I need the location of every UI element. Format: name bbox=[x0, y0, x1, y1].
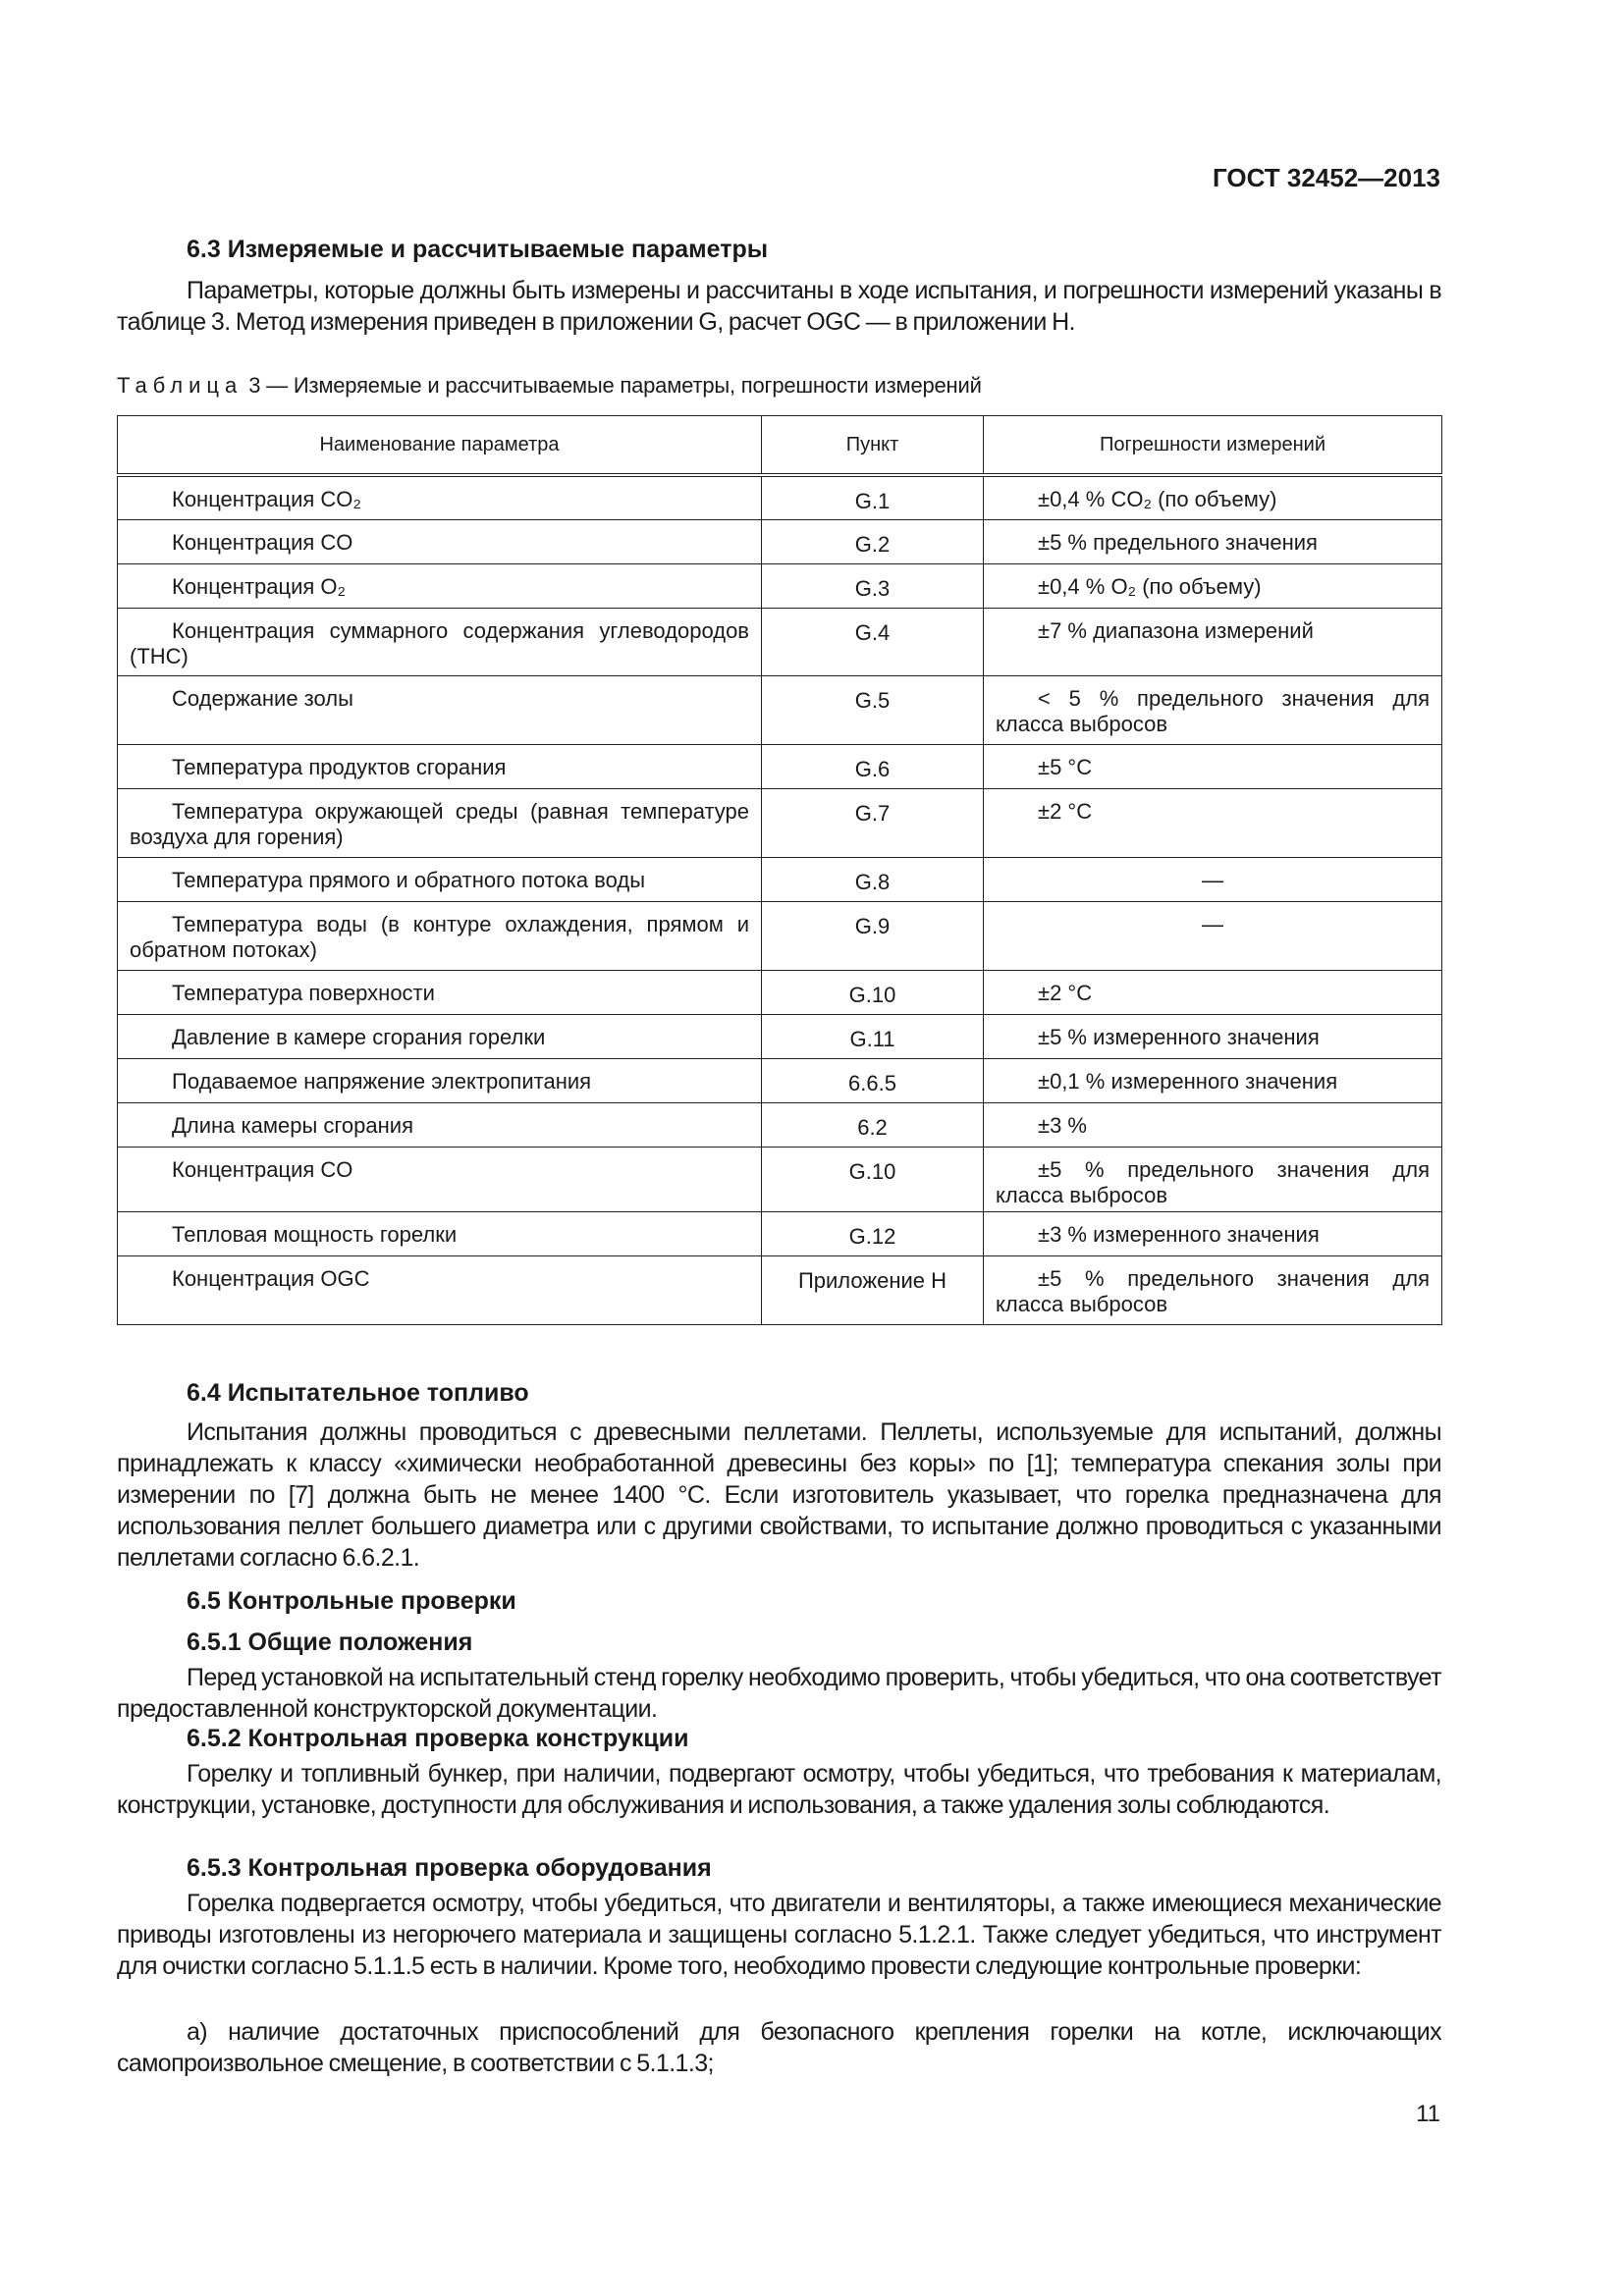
param-error: ±5 % предельного значения для класса выбросов bbox=[984, 1147, 1442, 1211]
table-row bbox=[118, 563, 1442, 608]
param-ref: G.2 bbox=[762, 519, 984, 563]
param-error: ±3 % bbox=[984, 1102, 1442, 1147]
table-row bbox=[118, 1147, 1442, 1211]
table-caption-text: 3 — Измеряемые и рассчитываемые параметры, погрешности измерений bbox=[248, 373, 982, 398]
page-number: 11 bbox=[1416, 2101, 1440, 2127]
parameters-table bbox=[117, 415, 1442, 1325]
param-name: Температура поверхности bbox=[118, 970, 762, 1014]
table-row bbox=[118, 857, 1442, 901]
section-6-4-text: Испытания должны проводиться с древесными пеллетами. Пеллеты, используемые для испытаний, должны принадлежать к классу «химически необработанной древесины без коры» по [1]; температура спекания золы при измерении по [7] должна быть не менее 1400 °C. Если изготовитель указывает, что горелка предназначена для использования пеллет большего диаметра или с другими свойствами, то испытание должно проводиться с указанными пеллетами согласно 6.6.2.1. bbox=[117, 1418, 1441, 1572]
param-error: ±5 % предельного значения bbox=[984, 519, 1442, 563]
param-name: Концентрация O₂ bbox=[118, 563, 762, 608]
param-name: Температура воды (в контуре охлаждения, прямом и обратном потоках) bbox=[118, 901, 762, 970]
param-error: ±0,4 % O₂ (по объему) bbox=[984, 563, 1442, 608]
section-6-5-3-text: Горелка подвергается осмотру, чтобы убедиться, что двигатели и вентиляторы, а также имеющиеся механические приводы изготовлены из негорючего материала и защищены согласно 5.1.2.1. Также следует убедиться, что инструмент для очистки согласно 5.1.1.5 есть в наличии. Кроме того, необходимо провести следующие контрольные проверки: bbox=[117, 1890, 1441, 1980]
param-ref: G.1 bbox=[762, 475, 984, 519]
param-ref: Приложение H bbox=[762, 1255, 984, 1324]
table-row bbox=[118, 608, 1442, 675]
header-error: Погрешности измерений bbox=[984, 416, 1442, 476]
param-ref: G.3 bbox=[762, 563, 984, 608]
section-6-5-2-title: 6.5.2 Контрольная проверка конструкции bbox=[187, 1725, 689, 1752]
param-error: ±0,4 % CO₂ (по объему) bbox=[984, 475, 1442, 519]
param-name: Длина камеры сгорания bbox=[118, 1102, 762, 1147]
param-ref: G.8 bbox=[762, 857, 984, 901]
section-6-5-title: 6.5 Контрольные проверки bbox=[187, 1587, 516, 1615]
param-name: Тепловая мощность горелки bbox=[118, 1211, 762, 1255]
table-row bbox=[118, 788, 1442, 857]
param-name: Содержание золы bbox=[118, 675, 762, 744]
table-caption-prefix: Таблица bbox=[117, 373, 243, 398]
table-row bbox=[118, 675, 1442, 744]
table-row bbox=[118, 970, 1442, 1014]
param-ref: G.4 bbox=[762, 608, 984, 675]
param-ref: G.9 bbox=[762, 901, 984, 970]
param-ref: G.5 bbox=[762, 675, 984, 744]
table-caption bbox=[117, 373, 982, 399]
table-row bbox=[118, 1255, 1442, 1324]
table-header-row bbox=[118, 416, 1442, 476]
param-error: ±2 °C bbox=[984, 788, 1442, 857]
param-ref: G.6 bbox=[762, 744, 984, 788]
table-row bbox=[118, 744, 1442, 788]
param-ref: 6.6.5 bbox=[762, 1058, 984, 1102]
section-6-4-title: 6.4 Испытательное топливо bbox=[187, 1379, 529, 1407]
param-error: ±3 % измеренного значения bbox=[984, 1211, 1442, 1255]
param-name: Давление в камере сгорания горелки bbox=[118, 1014, 762, 1058]
param-error: ±5 % предельного значения для класса выбросов bbox=[984, 1255, 1442, 1324]
list-item-a: а) наличие достаточных приспособлений для безопасного крепления горелки на котле, исключающих самопроизвольное смещение, в соответствии с 5.1.1.3; bbox=[117, 2018, 1441, 2077]
param-ref: G.12 bbox=[762, 1211, 984, 1255]
param-error: ±0,1 % измеренного значения bbox=[984, 1058, 1442, 1102]
param-ref: 6.2 bbox=[762, 1102, 984, 1147]
param-name: Концентрация CO₂ bbox=[118, 475, 762, 519]
param-ref: G.7 bbox=[762, 788, 984, 857]
param-error: ±5 °C bbox=[984, 744, 1442, 788]
table-row bbox=[118, 901, 1442, 970]
table-row bbox=[118, 475, 1442, 519]
section-6-5-1-title: 6.5.1 Общие положения bbox=[187, 1629, 473, 1656]
param-name: Концентрация OGC bbox=[118, 1255, 762, 1324]
table-row bbox=[118, 1058, 1442, 1102]
param-ref: G.11 bbox=[762, 1014, 984, 1058]
section-6-5-1-text: Перед установкой на испытательный стенд горелку необходимо проверить, чтобы убедиться, что она соответствует предоставленной конструкторской документации. bbox=[117, 1664, 1441, 1723]
section-6-3-title: 6.3 Измеряемые и рассчитываемые параметры bbox=[187, 236, 769, 263]
section-6-5-2-text: Горелку и топливный бункер, при наличии, подвергают осмотру, чтобы убедиться, что требования к материалам, конструкции, установке, доступности для обслуживания и использования, а также удаления золы соблюдаются. bbox=[117, 1760, 1441, 1819]
param-ref: G.10 bbox=[762, 970, 984, 1014]
section-6-5-3-title: 6.5.3 Контрольная проверка оборудования bbox=[187, 1854, 712, 1882]
table-row bbox=[118, 1014, 1442, 1058]
document-id: ГОСТ 32452—2013 bbox=[1213, 163, 1440, 192]
param-name: Концентрация CO bbox=[118, 1147, 762, 1211]
param-error: ±7 % диапазона измерений bbox=[984, 608, 1442, 675]
param-error: — bbox=[984, 901, 1442, 970]
param-ref: G.10 bbox=[762, 1147, 984, 1211]
param-name: Подаваемое напряжение электропитания bbox=[118, 1058, 762, 1102]
param-error: ±2 °C bbox=[984, 970, 1442, 1014]
param-name: Температура окружающей среды (равная температуре воздуха для горения) bbox=[118, 788, 762, 857]
section-6-3-text: Параметры, которые должны быть измерены и рассчитаны в ходе испытания, и погрешности измерений указаны в таблице 3. Метод измерения приведен в приложении G, расчет OGC — в приложении H. bbox=[117, 277, 1441, 336]
table-row bbox=[118, 1102, 1442, 1147]
param-name: Концентрация CO bbox=[118, 519, 762, 563]
param-name: Температура прямого и обратного потока воды bbox=[118, 857, 762, 901]
table-row bbox=[118, 519, 1442, 563]
param-error: ±5 % измеренного значения bbox=[984, 1014, 1442, 1058]
param-error: < 5 % предельного значения для класса выбросов bbox=[984, 675, 1442, 744]
param-name: Температура продуктов сгорания bbox=[118, 744, 762, 788]
header-ref: Пункт bbox=[762, 416, 984, 476]
table-row bbox=[118, 1211, 1442, 1255]
param-name: Концентрация суммарного содержания углеводородов (THC) bbox=[118, 608, 762, 675]
header-name: Наименование параметра bbox=[118, 416, 762, 476]
param-error: — bbox=[984, 857, 1442, 901]
